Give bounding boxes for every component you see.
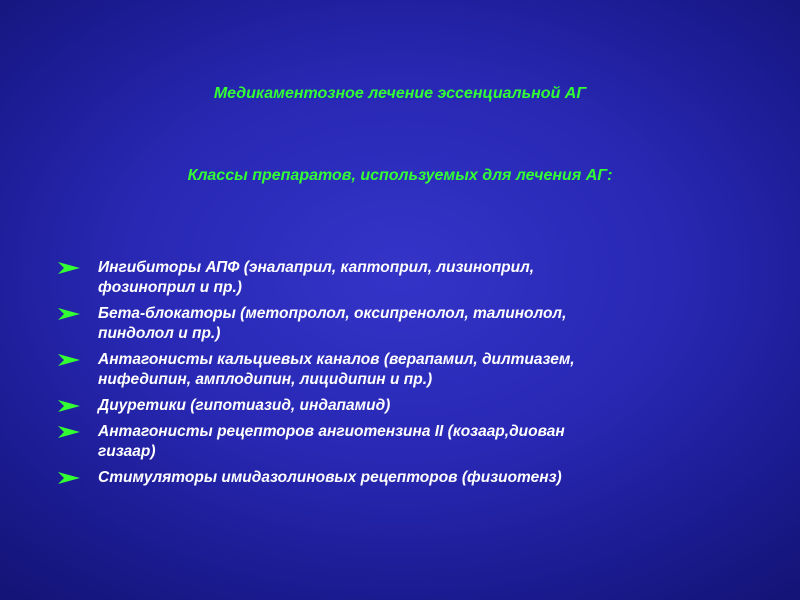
arrowhead-bullet-icon: [58, 261, 80, 275]
arrowhead-bullet-icon: [58, 471, 80, 485]
list-item: [58, 468, 738, 488]
list-item: [58, 422, 738, 462]
list-item-line: Бета-блокаторы (метопролол, оксипренолол, талинолол,: [98, 305, 567, 322]
arrowhead-bullet-icon: [58, 307, 80, 321]
list-item-line: пиндолол и пр.): [98, 325, 221, 342]
list-item-line: Антагонисты рецепторов ангиотензина II (козаар,диован: [98, 423, 565, 440]
list-item: [58, 258, 738, 298]
list-item: [58, 304, 738, 344]
slide-subtitle: Классы препаратов, используемых для лечения АГ:: [187, 167, 613, 184]
list-item-line: гизаар): [98, 443, 156, 460]
list-item: [58, 396, 738, 416]
drug-class-list: [58, 258, 738, 494]
list-item-line: Стимуляторы имидазолиновых рецепторов (физиотенз): [98, 469, 562, 486]
arrowhead-bullet-icon: [58, 353, 80, 367]
arrowhead-bullet-icon: [58, 399, 80, 413]
list-item-line: фозиноприл и пр.): [98, 279, 242, 296]
list-item: [58, 350, 738, 390]
list-item-line: Антагонисты кальциевых каналов (верапамил, дилтиазем,: [98, 351, 575, 368]
arrowhead-bullet-icon: [58, 425, 80, 439]
list-item-line: Диуретики (гипотиазид, индапамид): [98, 397, 391, 414]
slide-title: Медикаментозное лечение эссенциальной АГ: [213, 85, 587, 102]
list-item-line: Ингибиторы АПФ (эналаприл, каптоприл, лизиноприл,: [98, 259, 535, 276]
list-item-line: нифедипин, амплодипин, лицидипин и пр.): [98, 371, 433, 388]
